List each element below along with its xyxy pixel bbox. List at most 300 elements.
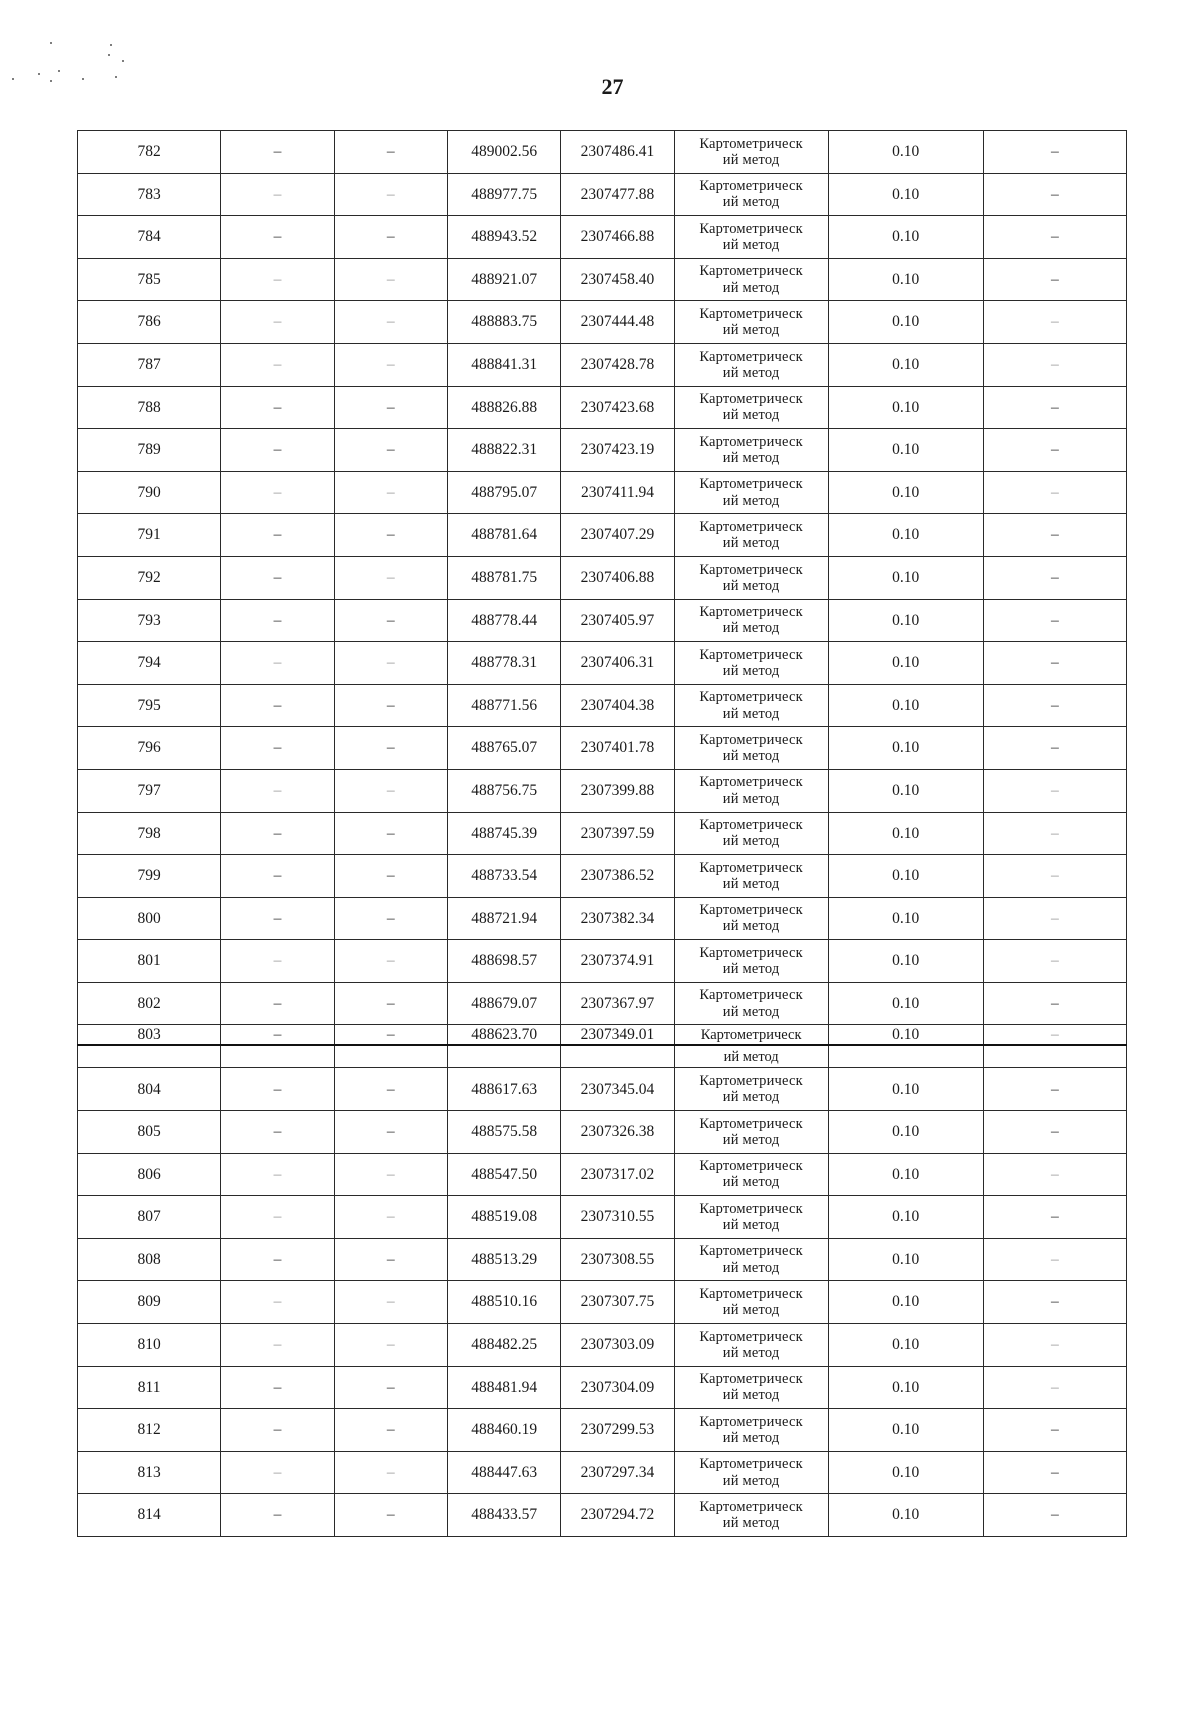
accuracy-cell: 0.10 <box>828 386 983 429</box>
accuracy-cell: 0.10 <box>828 1153 983 1196</box>
y-coordinate-cell: 2307458.40 <box>561 258 674 301</box>
point-number-cell: 790 <box>78 471 221 514</box>
point-number-cell: 783 <box>78 173 221 216</box>
method-cell <box>674 642 828 685</box>
point-number-cell: 782 <box>78 131 221 174</box>
method-cell <box>674 1324 828 1367</box>
method-text: Картометрическ ий метод <box>699 1413 803 1447</box>
empty-cell <box>447 1045 560 1068</box>
method-text: Картометрическ ий метод <box>699 1115 803 1148</box>
x-coordinate-cell: 488513.29 <box>447 1238 560 1281</box>
y-coordinate-cell: 2307308.55 <box>561 1238 674 1281</box>
empty-dash-cell: – <box>334 216 447 259</box>
table-row <box>78 1366 1127 1409</box>
point-number-cell: 803 <box>78 1025 221 1046</box>
point-number-cell: 796 <box>78 727 221 770</box>
accuracy-cell: 0.10 <box>828 173 983 216</box>
y-coordinate-cell: 2307307.75 <box>561 1281 674 1324</box>
accuracy-cell: 0.10 <box>828 471 983 514</box>
empty-dash-cell: – <box>334 897 447 940</box>
y-coordinate-cell: 2307303.09 <box>561 1324 674 1367</box>
point-number-cell: 794 <box>78 642 221 685</box>
method-cell <box>674 343 828 386</box>
table-row <box>78 599 1127 642</box>
empty-dash-cell: – <box>334 1238 447 1281</box>
empty-dash-cell: – <box>983 216 1126 259</box>
accuracy-cell: 0.10 <box>828 1068 983 1111</box>
empty-dash-cell: – <box>221 1366 334 1409</box>
method-cell <box>674 1451 828 1494</box>
point-number-cell: 784 <box>78 216 221 259</box>
point-number-cell: 785 <box>78 258 221 301</box>
y-coordinate-cell: 2307386.52 <box>561 855 674 898</box>
y-coordinate-cell: 2307407.29 <box>561 514 674 557</box>
y-coordinate-cell: 2307399.88 <box>561 769 674 812</box>
empty-dash-cell: – <box>221 642 334 685</box>
method-cell <box>674 131 828 174</box>
empty-dash-cell: – <box>983 1153 1126 1196</box>
method-cell <box>674 1494 828 1537</box>
method-text: Картометрическ ий метод <box>699 305 803 339</box>
method-text: Картометрическ ий метод <box>699 1286 803 1319</box>
accuracy-cell: 0.10 <box>828 1238 983 1281</box>
method-cell <box>674 940 828 983</box>
x-coordinate-cell: 488781.75 <box>447 556 560 599</box>
empty-dash-cell: – <box>983 642 1126 685</box>
method-cell <box>674 1153 828 1196</box>
point-number-cell: 808 <box>78 1238 221 1281</box>
empty-dash-cell: – <box>334 1153 447 1196</box>
method-cell <box>674 471 828 514</box>
method-text: Картометрическ ий метод <box>699 646 803 679</box>
empty-dash-cell: – <box>221 301 334 344</box>
empty-dash-cell: – <box>221 599 334 642</box>
table-row <box>78 1451 1127 1494</box>
empty-dash-cell: – <box>221 1494 334 1537</box>
method-cell <box>674 1281 828 1324</box>
y-coordinate-cell: 2307406.88 <box>561 556 674 599</box>
method-text: Картометрическ ий метод <box>699 135 803 168</box>
method-text: Картометрическ ий метод <box>699 476 803 509</box>
y-coordinate-cell: 2307444.48 <box>561 301 674 344</box>
point-number-cell: 807 <box>78 1196 221 1239</box>
x-coordinate-cell: 488482.25 <box>447 1324 560 1367</box>
x-coordinate-cell: 488481.94 <box>447 1366 560 1409</box>
x-coordinate-cell: 488698.57 <box>447 940 560 983</box>
accuracy-cell: 0.10 <box>828 1366 983 1409</box>
y-coordinate-cell: 2307382.34 <box>561 897 674 940</box>
method-cell <box>674 429 828 472</box>
empty-dash-cell: – <box>983 1324 1126 1367</box>
y-coordinate-cell: 2307404.38 <box>561 684 674 727</box>
x-coordinate-cell: 488778.31 <box>447 642 560 685</box>
accuracy-cell: 0.10 <box>828 599 983 642</box>
empty-dash-cell: – <box>334 982 447 1025</box>
point-number-cell: 791 <box>78 514 221 557</box>
accuracy-cell: 0.10 <box>828 258 983 301</box>
x-coordinate-cell: 488733.54 <box>447 855 560 898</box>
y-coordinate-cell: 2307411.94 <box>561 471 674 514</box>
empty-dash-cell: – <box>221 940 334 983</box>
empty-dash-cell: – <box>983 301 1126 344</box>
empty-dash-cell: – <box>334 556 447 599</box>
method-text: Картометрическ ий метод <box>699 1456 803 1489</box>
empty-dash-cell: – <box>983 131 1126 174</box>
empty-dash-cell: – <box>221 131 334 174</box>
table-row <box>78 855 1127 898</box>
method-cell: Картометрическ <box>674 1025 828 1046</box>
empty-dash-cell: – <box>983 1451 1126 1494</box>
empty-dash-cell: – <box>221 1111 334 1154</box>
empty-dash-cell: – <box>983 556 1126 599</box>
point-number-cell: 798 <box>78 812 221 855</box>
x-coordinate-cell: 488721.94 <box>447 897 560 940</box>
table-row <box>78 1196 1127 1239</box>
empty-dash-cell: – <box>983 173 1126 216</box>
coordinates-table <box>77 130 1127 1537</box>
accuracy-cell: 0.10 <box>828 1111 983 1154</box>
empty-dash-cell: – <box>221 897 334 940</box>
empty-dash-cell: – <box>221 1324 334 1367</box>
table-row <box>78 940 1127 983</box>
point-number-cell: 811 <box>78 1366 221 1409</box>
method-cell <box>674 684 828 727</box>
x-coordinate-cell: 488883.75 <box>447 301 560 344</box>
empty-dash-cell: – <box>983 471 1126 514</box>
method-text: Картометрическ ий метод <box>699 263 803 296</box>
accuracy-cell: 0.10 <box>828 343 983 386</box>
empty-dash-cell: – <box>983 1409 1126 1452</box>
method-cell <box>674 1111 828 1154</box>
y-coordinate-cell: 2307466.88 <box>561 216 674 259</box>
point-number-cell: 788 <box>78 386 221 429</box>
y-coordinate-cell: 2307349.01 <box>561 1025 674 1046</box>
accuracy-cell: 0.10 <box>828 812 983 855</box>
accuracy-cell: 0.10 <box>828 216 983 259</box>
table-row <box>78 1153 1127 1196</box>
accuracy-cell: 0.10 <box>828 1196 983 1239</box>
empty-cell <box>221 1045 334 1068</box>
table-row <box>78 1494 1127 1537</box>
method-cell <box>674 301 828 344</box>
empty-dash-cell: – <box>334 1111 447 1154</box>
empty-dash-cell: – <box>334 855 447 898</box>
empty-dash-cell: – <box>983 727 1126 770</box>
point-number-cell: 810 <box>78 1324 221 1367</box>
table-row <box>78 769 1127 812</box>
table-row <box>78 642 1127 685</box>
x-coordinate-cell: 488547.50 <box>447 1153 560 1196</box>
empty-dash-cell: – <box>221 173 334 216</box>
point-number-cell: 792 <box>78 556 221 599</box>
method-text: Картометрическ ий метод <box>699 561 803 594</box>
point-number-cell: 804 <box>78 1068 221 1111</box>
empty-dash-cell: – <box>334 258 447 301</box>
empty-dash-cell: – <box>983 812 1126 855</box>
empty-dash-cell: – <box>334 1068 447 1111</box>
empty-dash-cell: – <box>983 1238 1126 1281</box>
empty-dash-cell: – <box>983 1068 1126 1111</box>
empty-cell <box>561 1045 674 1068</box>
method-text: Картометрическ ий метод <box>699 1328 803 1361</box>
accuracy-cell: 0.10 <box>828 429 983 472</box>
method-text: Картометрическ ий метод <box>699 1371 803 1404</box>
method-text: Картометрическ ий метод <box>699 1200 803 1234</box>
x-coordinate-cell: 488510.16 <box>447 1281 560 1324</box>
y-coordinate-cell: 2307423.19 <box>561 429 674 472</box>
empty-dash-cell: – <box>334 1494 447 1537</box>
empty-dash-cell: – <box>334 1196 447 1239</box>
method-text: Картометрическ ий метод <box>699 1158 803 1191</box>
empty-dash-cell: – <box>221 1025 334 1046</box>
method-cell: ий метод <box>674 1045 828 1068</box>
accuracy-cell: 0.10 <box>828 1451 983 1494</box>
y-coordinate-cell: 2307477.88 <box>561 173 674 216</box>
x-coordinate-cell: 488679.07 <box>447 982 560 1025</box>
y-coordinate-cell: 2307294.72 <box>561 1494 674 1537</box>
x-coordinate-cell: 488795.07 <box>447 471 560 514</box>
empty-cell <box>828 1045 983 1068</box>
method-cell <box>674 1196 828 1239</box>
y-coordinate-cell: 2307367.97 <box>561 982 674 1025</box>
empty-cell <box>334 1045 447 1068</box>
empty-dash-cell: – <box>334 812 447 855</box>
method-cell <box>674 982 828 1025</box>
table-row <box>78 1025 1127 1046</box>
y-coordinate-cell: 2307486.41 <box>561 131 674 174</box>
empty-dash-cell: – <box>983 1111 1126 1154</box>
x-coordinate-cell: 488778.44 <box>447 599 560 642</box>
empty-cell <box>78 1045 221 1068</box>
x-coordinate-cell: 488977.75 <box>447 173 560 216</box>
table-row <box>78 514 1127 557</box>
table-row <box>78 684 1127 727</box>
y-coordinate-cell: 2307317.02 <box>561 1153 674 1196</box>
empty-dash-cell: – <box>221 982 334 1025</box>
empty-dash-cell: – <box>983 599 1126 642</box>
table-row <box>78 131 1127 174</box>
accuracy-cell: 0.10 <box>828 1025 983 1046</box>
method-cell <box>674 216 828 259</box>
x-coordinate-cell: 488519.08 <box>447 1196 560 1239</box>
empty-dash-cell: – <box>221 258 334 301</box>
empty-dash-cell: – <box>334 343 447 386</box>
table-row <box>78 216 1127 259</box>
empty-dash-cell: – <box>983 1196 1126 1239</box>
method-cell <box>674 556 828 599</box>
empty-dash-cell: – <box>983 1281 1126 1324</box>
empty-dash-cell: – <box>334 1451 447 1494</box>
accuracy-cell: 0.10 <box>828 855 983 898</box>
table-row <box>78 343 1127 386</box>
empty-dash-cell: – <box>334 727 447 770</box>
empty-dash-cell: – <box>334 1366 447 1409</box>
empty-dash-cell: – <box>221 812 334 855</box>
point-number-cell: 806 <box>78 1153 221 1196</box>
table-row <box>78 1409 1127 1452</box>
point-number-cell: 809 <box>78 1281 221 1324</box>
x-coordinate-cell: 488460.19 <box>447 1409 560 1452</box>
table-row <box>78 173 1127 216</box>
y-coordinate-cell: 2307297.34 <box>561 1451 674 1494</box>
method-cell <box>674 386 828 429</box>
point-number-cell: 787 <box>78 343 221 386</box>
table-row <box>78 301 1127 344</box>
empty-dash-cell: – <box>221 343 334 386</box>
method-text: Картометрическ ий метод <box>699 220 803 253</box>
empty-dash-cell: – <box>221 471 334 514</box>
method-text: Картометрическ ий метод <box>699 944 803 978</box>
y-coordinate-cell: 2307326.38 <box>561 1111 674 1154</box>
empty-dash-cell: – <box>983 1494 1126 1537</box>
table-row <box>78 429 1127 472</box>
empty-dash-cell: – <box>221 684 334 727</box>
empty-cell <box>983 1045 1126 1068</box>
accuracy-cell: 0.10 <box>828 1494 983 1537</box>
method-cell <box>674 258 828 301</box>
empty-dash-cell: – <box>983 684 1126 727</box>
empty-dash-cell: – <box>334 471 447 514</box>
table-row <box>78 812 1127 855</box>
method-cell <box>674 855 828 898</box>
x-coordinate-cell: 489002.56 <box>447 131 560 174</box>
accuracy-cell: 0.10 <box>828 1281 983 1324</box>
accuracy-cell: 0.10 <box>828 514 983 557</box>
method-text: Картометрическ ий метод <box>699 433 803 466</box>
x-coordinate-cell: 488756.75 <box>447 769 560 812</box>
accuracy-cell: 0.10 <box>828 727 983 770</box>
empty-dash-cell: – <box>983 855 1126 898</box>
table-row <box>78 1324 1127 1367</box>
accuracy-cell: 0.10 <box>828 940 983 983</box>
y-coordinate-cell: 2307299.53 <box>561 1409 674 1452</box>
empty-dash-cell: – <box>221 727 334 770</box>
empty-dash-cell: – <box>983 769 1126 812</box>
empty-dash-cell: – <box>221 556 334 599</box>
x-coordinate-cell: 488841.31 <box>447 343 560 386</box>
method-text: Картометрическ ий метод <box>699 689 803 722</box>
empty-dash-cell: – <box>221 1196 334 1239</box>
empty-dash-cell: – <box>983 514 1126 557</box>
method-text: Картометрическ ий метод <box>699 817 803 850</box>
empty-dash-cell: – <box>334 1324 447 1367</box>
accuracy-cell: 0.10 <box>828 897 983 940</box>
empty-dash-cell: – <box>221 769 334 812</box>
empty-dash-cell: – <box>983 258 1126 301</box>
empty-dash-cell: – <box>334 514 447 557</box>
empty-dash-cell: – <box>221 1451 334 1494</box>
empty-dash-cell: – <box>221 1153 334 1196</box>
table-row <box>78 1068 1127 1111</box>
table-row <box>78 982 1127 1025</box>
empty-dash-cell: – <box>983 982 1126 1025</box>
empty-dash-cell: – <box>334 301 447 344</box>
method-cell <box>674 769 828 812</box>
method-cell <box>674 1409 828 1452</box>
empty-dash-cell: – <box>334 173 447 216</box>
table-row <box>78 727 1127 770</box>
table-row <box>78 471 1127 514</box>
table-row <box>78 556 1127 599</box>
accuracy-cell: 0.10 <box>828 642 983 685</box>
method-text: Картометрическ ий метод <box>699 859 803 892</box>
method-text: Картометрическ ий метод <box>699 774 803 807</box>
point-number-cell: 812 <box>78 1409 221 1452</box>
x-coordinate-cell: 488765.07 <box>447 727 560 770</box>
empty-dash-cell: – <box>334 642 447 685</box>
empty-dash-cell: – <box>334 386 447 429</box>
empty-dash-cell: – <box>334 1025 447 1046</box>
table-row <box>78 1238 1127 1281</box>
method-text: Картометрическ ий метод <box>699 391 803 424</box>
accuracy-cell: 0.10 <box>828 684 983 727</box>
method-text: Картометрическ ий метод <box>699 1498 803 1532</box>
method-cell <box>674 727 828 770</box>
method-cell <box>674 173 828 216</box>
method-text: Картометрическ ий метод <box>699 518 803 552</box>
x-coordinate-cell: 488822.31 <box>447 429 560 472</box>
table-row <box>78 897 1127 940</box>
empty-dash-cell: – <box>334 1281 447 1324</box>
method-cell <box>674 1366 828 1409</box>
method-text: Картометрическ ий метод <box>699 178 803 211</box>
method-cell <box>674 897 828 940</box>
accuracy-cell: 0.10 <box>828 131 983 174</box>
empty-dash-cell: – <box>221 1068 334 1111</box>
method-text: Картометрическ ий метод <box>699 1073 803 1106</box>
method-cell <box>674 812 828 855</box>
point-number-cell: 801 <box>78 940 221 983</box>
empty-dash-cell: – <box>334 769 447 812</box>
empty-dash-cell: – <box>983 940 1126 983</box>
x-coordinate-cell: 488745.39 <box>447 812 560 855</box>
empty-dash-cell: – <box>221 216 334 259</box>
point-number-cell: 795 <box>78 684 221 727</box>
empty-dash-cell: – <box>221 855 334 898</box>
x-coordinate-cell: 488623.70 <box>447 1025 560 1046</box>
empty-dash-cell: – <box>221 1238 334 1281</box>
point-number-cell: 799 <box>78 855 221 898</box>
y-coordinate-cell: 2307428.78 <box>561 343 674 386</box>
empty-dash-cell: – <box>334 684 447 727</box>
empty-dash-cell: – <box>334 429 447 472</box>
x-coordinate-cell: 488575.58 <box>447 1111 560 1154</box>
accuracy-cell: 0.10 <box>828 556 983 599</box>
empty-dash-cell: – <box>983 429 1126 472</box>
empty-dash-cell: – <box>221 429 334 472</box>
point-number-cell: 789 <box>78 429 221 472</box>
x-coordinate-cell: 488781.64 <box>447 514 560 557</box>
y-coordinate-cell: 2307310.55 <box>561 1196 674 1239</box>
method-text: Картометрическ ий метод <box>699 348 803 381</box>
method-cell <box>674 599 828 642</box>
accuracy-cell: 0.10 <box>828 301 983 344</box>
method-cell <box>674 514 828 557</box>
table-body <box>78 131 1127 1537</box>
empty-dash-cell: – <box>983 386 1126 429</box>
empty-dash-cell: – <box>221 1409 334 1452</box>
x-coordinate-cell: 488943.52 <box>447 216 560 259</box>
accuracy-cell: 0.10 <box>828 1324 983 1367</box>
y-coordinate-cell: 2307405.97 <box>561 599 674 642</box>
accuracy-cell: 0.10 <box>828 1409 983 1452</box>
table-row <box>78 386 1127 429</box>
page-number: 27 <box>601 74 624 99</box>
x-coordinate-cell: 488433.57 <box>447 1494 560 1537</box>
empty-dash-cell: – <box>334 131 447 174</box>
empty-dash-cell: – <box>983 1366 1126 1409</box>
method-cell <box>674 1068 828 1111</box>
